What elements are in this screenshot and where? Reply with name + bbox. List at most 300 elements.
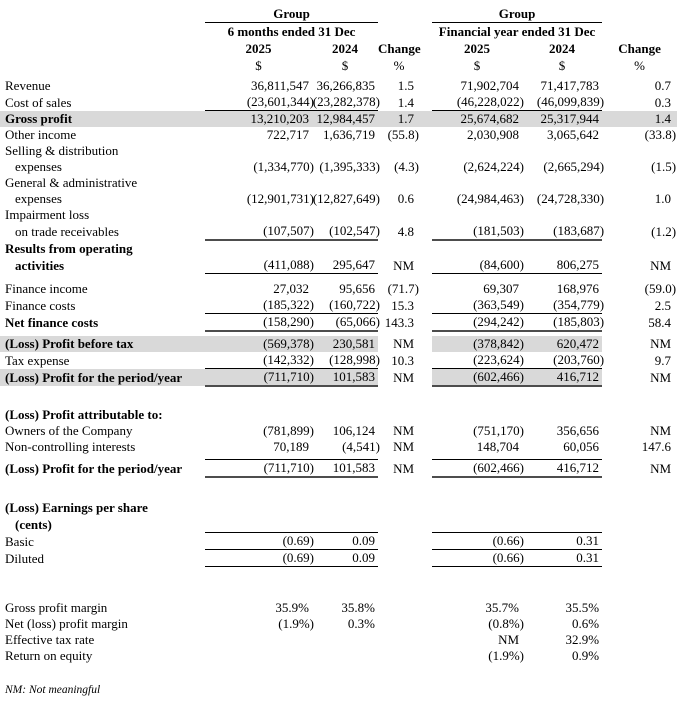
change-col1 — [378, 297, 420, 314]
cell-value: 0.6% — [571, 616, 600, 631]
value-col1-2024 — [312, 369, 378, 387]
value-col2-2025 — [432, 78, 522, 94]
spacer-row — [0, 567, 677, 601]
value-col1-2025 — [205, 159, 312, 175]
change-col2 — [602, 600, 677, 616]
value-col2-2024 — [522, 460, 602, 478]
value-col2-2025 — [432, 314, 525, 332]
change-col2 — [602, 648, 677, 664]
header-spacer — [378, 23, 420, 41]
row-label: (Loss) Profit for the period/year — [5, 461, 183, 476]
cell-value: 230,581 — [332, 336, 376, 351]
change-col1 — [378, 111, 420, 128]
change-col1 — [378, 207, 420, 223]
change-col2 — [602, 632, 677, 648]
value-col2-2025 — [432, 297, 525, 314]
header-spacer — [378, 5, 420, 23]
cell-value: 60,056 — [563, 439, 600, 454]
change-col1 — [378, 648, 420, 664]
header-spacer — [0, 5, 205, 23]
cell-value: 147.6 — [641, 439, 672, 454]
value-col1-2024 — [312, 407, 378, 423]
value-col1-2025 — [205, 78, 312, 94]
cell-value: 10.3 — [391, 352, 415, 368]
cell-value: (84,600) — [479, 257, 525, 272]
spacer-cell — [0, 274, 677, 282]
change-col1 — [378, 500, 420, 516]
table-row — [0, 297, 677, 314]
change-col2 — [602, 407, 677, 423]
value-col1-2024 — [312, 78, 378, 94]
change-col1 — [378, 314, 420, 332]
change-col1 — [378, 143, 420, 159]
column-gap — [420, 175, 432, 191]
table-row — [0, 648, 677, 664]
group-b-year-2025: 2025 — [464, 41, 491, 56]
value-col1-2024 — [312, 257, 378, 274]
value-col1-2024 — [312, 460, 378, 478]
value-col1-2025 — [205, 550, 312, 567]
change-col2 — [602, 143, 677, 159]
table-row — [0, 257, 677, 274]
value-col1-2025 — [205, 111, 312, 128]
value-col2-2024 — [522, 423, 602, 439]
change-col2 — [602, 191, 677, 207]
value-col1-2025 — [205, 94, 312, 111]
table-row — [0, 223, 677, 240]
row-label: Cost of sales — [5, 94, 72, 110]
group-a-change-label: Change — [378, 41, 421, 56]
row-label: Net finance costs — [5, 315, 99, 330]
cell-value: 1,636,719 — [323, 127, 376, 142]
cell-value: 0.3% — [347, 616, 376, 631]
spacer-row — [0, 477, 677, 500]
value-col1-2025 — [205, 616, 312, 632]
table-row — [0, 600, 677, 616]
group-a-year-2024: 2024 — [332, 41, 358, 56]
cell-value: (24,728,330) — [536, 191, 605, 206]
value-col2-2024 — [522, 516, 602, 533]
value-col1-2024 — [312, 516, 378, 533]
cell-value: 12,984,457 — [316, 111, 376, 126]
change-col2 — [602, 257, 677, 274]
row-label: General & administrative — [5, 175, 138, 190]
column-gap — [420, 336, 432, 352]
value-col2-2024 — [522, 127, 602, 143]
value-col2-2025 — [432, 352, 525, 369]
column-gap — [420, 159, 432, 175]
cell-value: (1,334,770) — [253, 159, 314, 174]
value-col1-2025 — [205, 369, 312, 387]
value-col1-2025 — [205, 314, 312, 332]
value-col1-2025 — [205, 143, 312, 159]
column-gap — [420, 78, 432, 94]
value-col2-2025 — [432, 439, 522, 455]
value-col2-2024 — [522, 191, 605, 207]
cell-value: NM — [393, 257, 415, 273]
value-col1-2025 — [205, 127, 312, 143]
value-col2-2025 — [432, 207, 522, 223]
change-col1 — [378, 175, 420, 191]
cell-value: (33.8) — [644, 127, 677, 142]
change-col2 — [602, 78, 677, 94]
row-label: Non-controlling interests — [5, 439, 136, 454]
spacer-cell — [0, 477, 677, 500]
header-row-years — [0, 40, 677, 57]
value-col2-2025 — [432, 336, 525, 352]
column-gap — [420, 257, 432, 274]
spacer-cell — [0, 567, 677, 601]
spacer-row — [0, 274, 677, 282]
cell-value: 36,811,547 — [250, 78, 309, 93]
table-row — [0, 207, 677, 223]
row-label: (Loss) Profit attributable to: — [5, 407, 163, 422]
cell-value: 0.09 — [352, 550, 376, 565]
cell-value: (0.66) — [492, 550, 525, 565]
column-gap — [420, 369, 432, 387]
value-col2-2024 — [522, 369, 602, 387]
change-col1 — [378, 78, 420, 94]
value-col1-2024 — [312, 111, 378, 128]
change-col1 — [378, 423, 420, 439]
cell-value: NM — [650, 423, 672, 438]
table-row — [0, 352, 677, 369]
cell-value: (46,099,839) — [536, 94, 605, 109]
column-gap — [420, 207, 432, 223]
change-col2 — [602, 281, 677, 297]
value-col1-2025 — [205, 460, 312, 478]
change-col1 — [378, 369, 420, 387]
value-col2-2024 — [522, 240, 602, 257]
cell-value: (71.7) — [387, 281, 420, 296]
value-col2-2024 — [522, 175, 602, 191]
row-label: Gross profit margin — [5, 600, 108, 615]
cell-value: 36,266,835 — [316, 78, 376, 93]
change-col1 — [378, 223, 420, 240]
cell-value: 2.5 — [654, 297, 672, 313]
cell-value: (711,710) — [263, 369, 314, 384]
cell-value: (0.69) — [282, 533, 314, 548]
value-col2-2025 — [432, 175, 522, 191]
change-col2 — [602, 240, 677, 257]
header-spacer — [602, 5, 677, 23]
row-label: Gross profit — [0, 111, 205, 128]
cell-value: 806,275 — [556, 257, 600, 272]
value-col1-2025 — [205, 439, 312, 455]
cell-value: 35.5% — [565, 600, 600, 615]
value-col2-2024 — [522, 407, 602, 423]
table-row — [0, 281, 677, 297]
table-row — [0, 632, 677, 648]
cell-value: (142,332) — [263, 352, 314, 367]
value-col1-2025 — [205, 240, 312, 257]
table-row — [0, 175, 677, 191]
cell-value: (12,827,649) — [312, 191, 381, 206]
cell-value: (2,624,224) — [463, 159, 525, 174]
column-gap — [420, 111, 432, 128]
cell-value: NM — [393, 423, 415, 438]
change-col2 — [602, 127, 677, 143]
cell-value: (203,760) — [553, 352, 605, 367]
cell-value: (24,984,463) — [456, 191, 525, 206]
group-a-unit-2024: $ — [341, 58, 349, 73]
cell-value: NM — [498, 632, 520, 647]
value-col2-2024 — [522, 207, 602, 223]
cell-value: 416,712 — [556, 369, 600, 384]
column-gap — [420, 533, 432, 550]
value-col2-2024 — [522, 500, 602, 516]
column-gap — [420, 240, 432, 257]
row-label: Finance costs — [5, 297, 76, 313]
value-col1-2024 — [312, 314, 381, 332]
value-col1-2025 — [205, 297, 312, 314]
value-col1-2024 — [312, 94, 381, 111]
group-b-unit-2024: $ — [558, 58, 566, 73]
group-a-change-unit: % — [393, 58, 405, 73]
value-col2-2025 — [432, 460, 525, 478]
value-col1-2025 — [205, 632, 312, 648]
value-col1-2024 — [312, 336, 378, 352]
cell-value: 143.3 — [384, 315, 415, 330]
row-label: (Loss) Profit before tax — [0, 336, 205, 352]
value-col2-2024 — [522, 533, 602, 550]
cell-value: (185,803) — [553, 314, 605, 329]
value-col2-2025 — [432, 143, 522, 159]
value-col1-2025 — [205, 257, 312, 274]
value-col2-2024 — [522, 111, 602, 128]
change-col2 — [602, 159, 677, 175]
value-col2-2024 — [522, 297, 605, 314]
cell-value: 106,124 — [332, 423, 376, 438]
group-b-unit-2025: $ — [473, 58, 481, 73]
cell-value: 0.31 — [576, 533, 600, 548]
value-col2-2025 — [432, 423, 525, 439]
cell-value: NM — [393, 461, 415, 476]
column-gap — [420, 550, 432, 567]
change-col2 — [602, 460, 677, 478]
value-col1-2024 — [312, 550, 378, 567]
cell-value: 168,976 — [556, 281, 600, 296]
cell-value: (0.8%) — [488, 616, 525, 631]
table-row — [0, 516, 677, 533]
cell-value: NM — [650, 336, 672, 351]
cell-value: 0.9% — [571, 648, 600, 663]
value-col1-2025 — [205, 500, 312, 516]
change-col1 — [378, 439, 420, 455]
cell-value: 25,317,944 — [540, 111, 600, 126]
cell-value: 35.7% — [485, 600, 520, 615]
table-row — [0, 460, 677, 478]
column-gap — [420, 281, 432, 297]
table-row — [0, 616, 677, 632]
value-col2-2025 — [432, 159, 525, 175]
value-col1-2025 — [205, 600, 312, 616]
header-spacer — [420, 57, 432, 74]
change-col1 — [378, 460, 420, 478]
cell-value: 71,902,704 — [460, 78, 520, 93]
change-col1 — [378, 600, 420, 616]
row-label: Finance income — [5, 281, 88, 296]
value-col1-2024 — [312, 240, 378, 257]
row-label: expenses — [15, 191, 62, 206]
table-row — [0, 423, 677, 439]
group-b-year-2024: 2024 — [549, 41, 576, 56]
value-col2-2025 — [432, 94, 525, 111]
cell-value: (1,395,333) — [319, 159, 381, 174]
row-label: Effective tax rate — [5, 632, 95, 647]
cell-value: 1.4 — [397, 94, 415, 110]
value-col1-2025 — [205, 175, 312, 191]
value-col2-2024 — [522, 352, 605, 369]
value-col2-2025 — [432, 550, 525, 567]
header-spacer — [0, 57, 205, 74]
footnote: NM: Not meaningful — [5, 684, 101, 696]
value-col2-2025 — [432, 648, 525, 664]
table-row — [0, 159, 677, 175]
change-col1 — [378, 127, 420, 143]
cell-value: (4,541) — [342, 439, 381, 454]
cell-value: 4.8 — [397, 224, 415, 239]
column-gap — [420, 500, 432, 516]
cell-value: 722,717 — [266, 127, 309, 142]
change-col1 — [378, 336, 420, 352]
cell-value: 0.3 — [654, 94, 672, 110]
spacer-row — [0, 386, 677, 407]
value-col1-2024 — [312, 159, 381, 175]
column-gap — [420, 648, 432, 664]
value-col1-2024 — [312, 352, 381, 369]
cell-value: NM — [650, 461, 672, 476]
cell-value: 35.8% — [341, 600, 376, 615]
value-col1-2025 — [205, 191, 312, 207]
value-col1-2025 — [205, 516, 312, 533]
header-spacer — [420, 5, 432, 23]
column-gap — [420, 314, 432, 332]
cell-value: (1.9%) — [488, 648, 525, 663]
column-gap — [420, 143, 432, 159]
header-row-group — [0, 5, 677, 23]
value-col2-2025 — [432, 240, 522, 257]
table-row — [0, 240, 677, 257]
cell-value: 69,307 — [483, 281, 520, 296]
value-col1-2024 — [312, 191, 381, 207]
header-row-period — [0, 23, 677, 41]
change-col1 — [378, 159, 420, 175]
value-col1-2025 — [205, 352, 312, 369]
column-gap — [420, 352, 432, 369]
row-label: activities — [15, 257, 65, 273]
change-col2 — [602, 223, 677, 240]
cell-value: (354,779) — [553, 297, 605, 312]
row-label: Owners of the Company — [5, 423, 133, 438]
value-col1-2025 — [205, 407, 312, 423]
group-a-unit-2025: $ — [255, 58, 262, 73]
change-col2 — [602, 500, 677, 516]
spacer-cell — [0, 386, 677, 407]
value-col2-2025 — [432, 127, 522, 143]
cell-value: 0.6 — [397, 191, 415, 206]
value-col2-2024 — [522, 648, 602, 664]
value-col1-2025 — [205, 281, 312, 297]
row-label: Return on equity — [5, 648, 93, 663]
table-row — [0, 191, 677, 207]
value-col2-2025 — [432, 407, 522, 423]
cell-value: 70,189 — [273, 439, 309, 454]
cell-value: 148,704 — [476, 439, 520, 454]
cell-value: (12,901,731) — [246, 191, 314, 206]
change-col1 — [378, 352, 420, 369]
row-label: Basic — [5, 533, 34, 549]
cell-value: (4.3) — [394, 159, 420, 174]
change-col1 — [378, 240, 420, 257]
value-col1-2024 — [312, 223, 381, 240]
cell-value: (128,998) — [329, 352, 381, 367]
value-col2-2024 — [522, 223, 605, 240]
value-col2-2025 — [432, 191, 525, 207]
cell-value: (183,687) — [553, 223, 605, 238]
cell-value: (107,507) — [263, 223, 314, 238]
cell-value: (781,899) — [263, 423, 314, 438]
cell-value: NM — [393, 439, 415, 454]
row-label: Revenue — [5, 78, 51, 93]
row-label: Impairment loss — [5, 207, 90, 222]
cell-value: (223,624) — [473, 352, 525, 367]
cell-value: 1.4 — [654, 111, 672, 126]
table-row — [0, 336, 677, 352]
table-row — [0, 369, 677, 387]
table-body — [0, 78, 677, 664]
value-col2-2025 — [432, 223, 525, 240]
column-gap — [420, 191, 432, 207]
header-spacer — [420, 23, 432, 41]
cell-value: 25,674,682 — [460, 111, 520, 126]
cell-value: 35.9% — [275, 600, 309, 615]
value-col1-2024 — [312, 143, 378, 159]
change-col2 — [602, 336, 677, 352]
row-label: (cents) — [15, 516, 52, 532]
value-col1-2024 — [312, 616, 378, 632]
value-col2-2025 — [432, 281, 522, 297]
change-col2 — [602, 439, 677, 455]
income-statement-table — [0, 5, 677, 664]
value-col2-2024 — [522, 439, 602, 455]
cell-value: (181,503) — [473, 223, 525, 238]
table-row — [0, 550, 677, 567]
cell-value: 416,712 — [556, 460, 600, 475]
value-col1-2025 — [205, 648, 312, 664]
cell-value: (23,601,344) — [246, 94, 314, 109]
row-label: (Loss) Earnings per share — [5, 500, 148, 515]
group-b-change-label: Change — [618, 41, 661, 56]
value-col2-2024 — [522, 632, 602, 648]
column-gap — [420, 616, 432, 632]
cell-value: 0.09 — [352, 533, 376, 548]
column-gap — [420, 600, 432, 616]
group-a-period: 6 months ended 31 Dec — [227, 24, 356, 39]
cell-value: (0.69) — [282, 550, 314, 565]
cell-value: 71,417,783 — [540, 78, 600, 93]
value-col2-2025 — [432, 257, 525, 274]
value-col2-2024 — [522, 257, 602, 274]
cell-value: 1.5 — [397, 78, 415, 93]
cell-value: (0.66) — [492, 533, 525, 548]
change-col1 — [378, 533, 420, 550]
cell-value: (1.9%) — [278, 616, 314, 631]
financial-results-page — [0, 5, 677, 696]
value-col2-2024 — [522, 94, 605, 111]
header-row-units — [0, 57, 677, 74]
cell-value: 2,030,908 — [467, 127, 520, 142]
